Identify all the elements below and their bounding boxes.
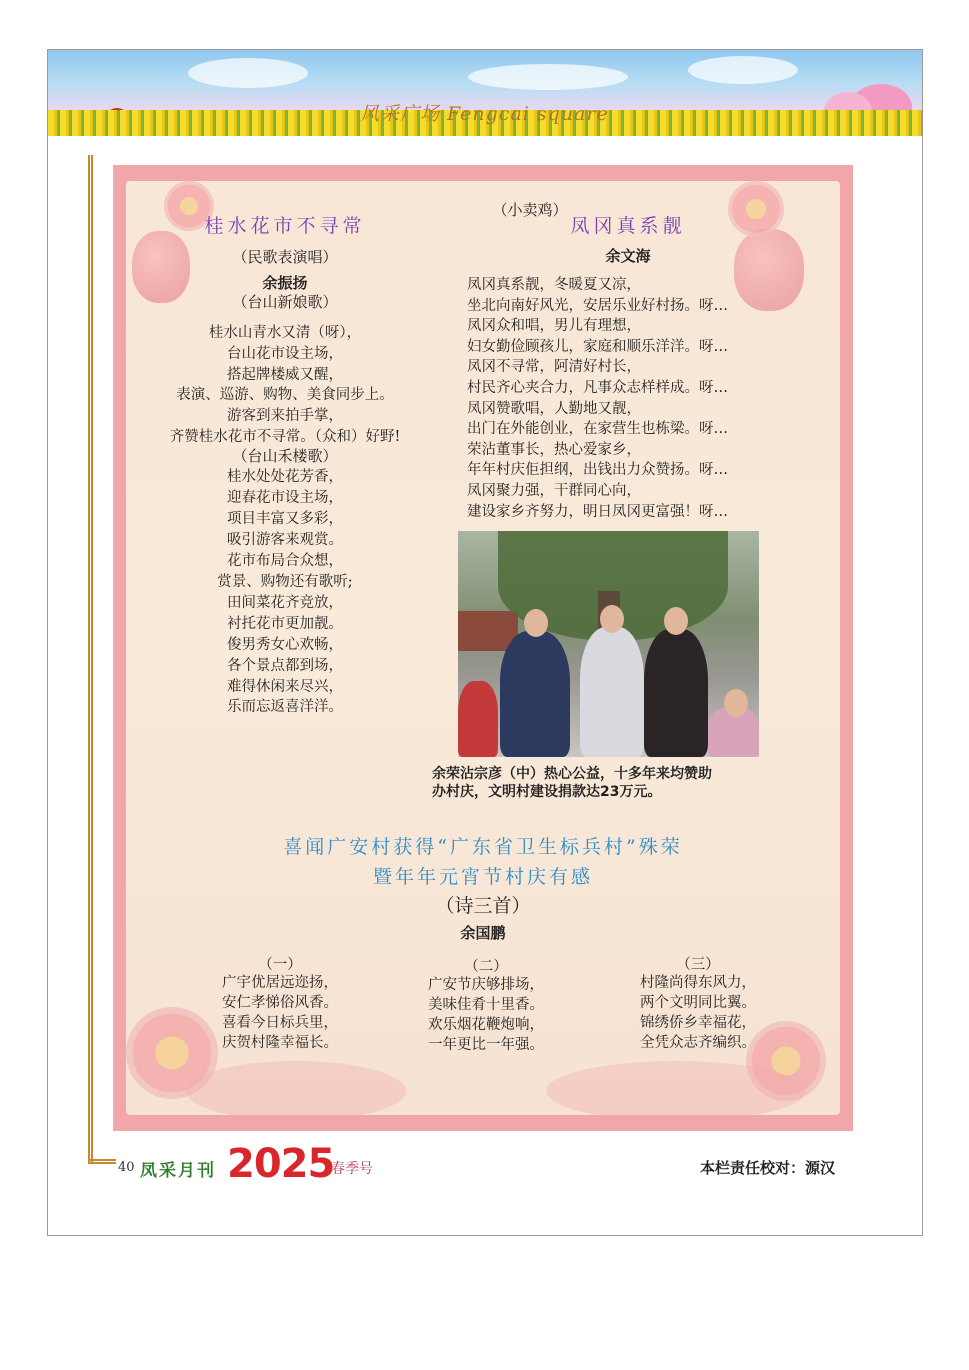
poem1-subtitle: （民歌表演唱） (232, 248, 338, 266)
poem-line: 出门在外能创业，在家营生也栋梁。呀… (467, 421, 728, 437)
poem-line: 年年村庆佢担纲，出钱出力众赞扬。呀… (467, 462, 728, 478)
magazine-name: 凤采月刊 (140, 1161, 216, 1181)
poem-line: 美味佳肴十里香。 (428, 997, 544, 1013)
photo-caption-line2: 办村庆，文明村建设捐款达23万元。 (432, 784, 662, 800)
poem1-author: 余振扬 (262, 274, 308, 292)
poem-line: 妇女勤俭顾孩儿，家庭和顺乐洋洋。呀… (467, 339, 728, 355)
photo-caption-line1: 余荣沾宗彦（中）热心公益，十多年来均赞助 (432, 766, 712, 782)
poem-line: 欢乐烟花鞭炮响， (428, 1017, 544, 1033)
group-photo (458, 531, 759, 757)
magazine-year: 2025 (227, 1141, 335, 1187)
poem-line: 项目丰富又多彩， (227, 511, 343, 527)
poem2-genre: （小卖鸡） (492, 201, 568, 219)
poem-line: 各个景点都到场， (227, 658, 343, 674)
poem-line: 两个文明同比翼。 (640, 995, 756, 1011)
side-rule (88, 155, 93, 1163)
poem-line: 花市布局合众想， (227, 553, 343, 569)
poem-line: 荣沾董事长，热心爱家乡， (467, 442, 641, 458)
poem-line: 喜看今日标兵里， (222, 1015, 338, 1031)
poem-line: 难得休闲来尽兴， (227, 679, 343, 695)
poem-line: 表演、巡游、购物、美食同步上。 (176, 387, 394, 403)
poem-line: 一年更比一年强。 (428, 1037, 544, 1053)
poem-line: 桂水山青水又清（呀）， (208, 325, 362, 341)
poem-line: 台山花市设主场， (227, 346, 343, 362)
magazine-issue: 春季号 (331, 1161, 373, 1177)
poem-line: 游客到来拍手掌， (227, 408, 343, 424)
poem1-part2-label: （台山禾楼歌） (232, 447, 338, 465)
poem-line: 建设家乡齐努力，明日凤冈更富强！呀… (467, 504, 728, 520)
lantern-icon (734, 229, 804, 311)
poem-line: 庆贺村隆幸福长。 (222, 1035, 338, 1051)
poem-line: 广安节庆够排场， (428, 977, 544, 993)
poem-line: 乐而忘返喜洋洋。 (227, 699, 343, 715)
section-title: 风采广场 Fengcai square (360, 103, 609, 125)
poem3-title-line1: 喜闻广安村获得“广东省卫生标兵村”殊荣 (283, 836, 683, 858)
stanza-label: （一） (258, 957, 302, 973)
poem-line: 桂水处处花芳香， (227, 469, 343, 485)
poem-line: 吸引游客来观赏。 (227, 532, 343, 548)
poem-line: 凤冈众和唱，男儿有理想， (467, 318, 641, 334)
proofreader-credit: 本栏责任校对：源汉 (700, 1159, 836, 1177)
poem-line: 村民齐心夹合力，凡事众志样样成。呀… (467, 380, 728, 396)
poem-line: 搭起牌楼威又醒， (227, 367, 343, 383)
poem2-title: 凤冈真系靓 (570, 215, 686, 237)
poem-line: 齐赞桂水花市不寻常。（众和）好野! (169, 429, 401, 445)
stanza-label: （三） (676, 957, 720, 973)
poem1-title: 桂水花市不寻常 (204, 215, 366, 237)
poem3-subtitle: （诗三首） (435, 895, 531, 917)
poem-line: 衬托花市更加靓。 (227, 616, 343, 632)
poem-line: 凤冈赞歌唱，人勤地又靓， (467, 401, 641, 417)
poem-line: 锦绣侨乡幸福花， (640, 1015, 756, 1031)
poem-line: 村隆尚得东风力， (640, 975, 756, 991)
page-number: 40 (118, 1160, 135, 1175)
poem-line: 全凭众志齐编织。 (640, 1035, 756, 1051)
poem2-author: 余文海 (605, 247, 651, 265)
poem-line: 安仁孝悌俗风香。 (222, 995, 338, 1011)
poem-line: 俊男秀女心欢畅， (227, 637, 343, 653)
poem-line: 凤冈真系靓，冬暖夏又凉， (467, 277, 641, 293)
stanza-label: （二） (464, 959, 508, 975)
poem-line: 赏景、购物还有歌听; (217, 574, 353, 590)
poem-line: 田间菜花齐竞放， (227, 595, 343, 611)
poem3-title-line2: 暨年年元宵节村庆有感 (372, 866, 593, 888)
poem1-part1-label: （台山新娘歌） (232, 293, 338, 311)
poem-line: 广宇优居远迩扬， (222, 975, 338, 991)
poem-line: 迎春花市设主场， (227, 490, 343, 506)
poem-line: 坐北向南好风光，安居乐业好村扬。呀… (467, 298, 728, 314)
poem3-author: 余国鹏 (460, 924, 506, 942)
poem-line: 凤冈不寻常，阿清好村长， (467, 359, 641, 375)
poem-line: 凤冈聚力强，干群同心向， (467, 483, 641, 499)
